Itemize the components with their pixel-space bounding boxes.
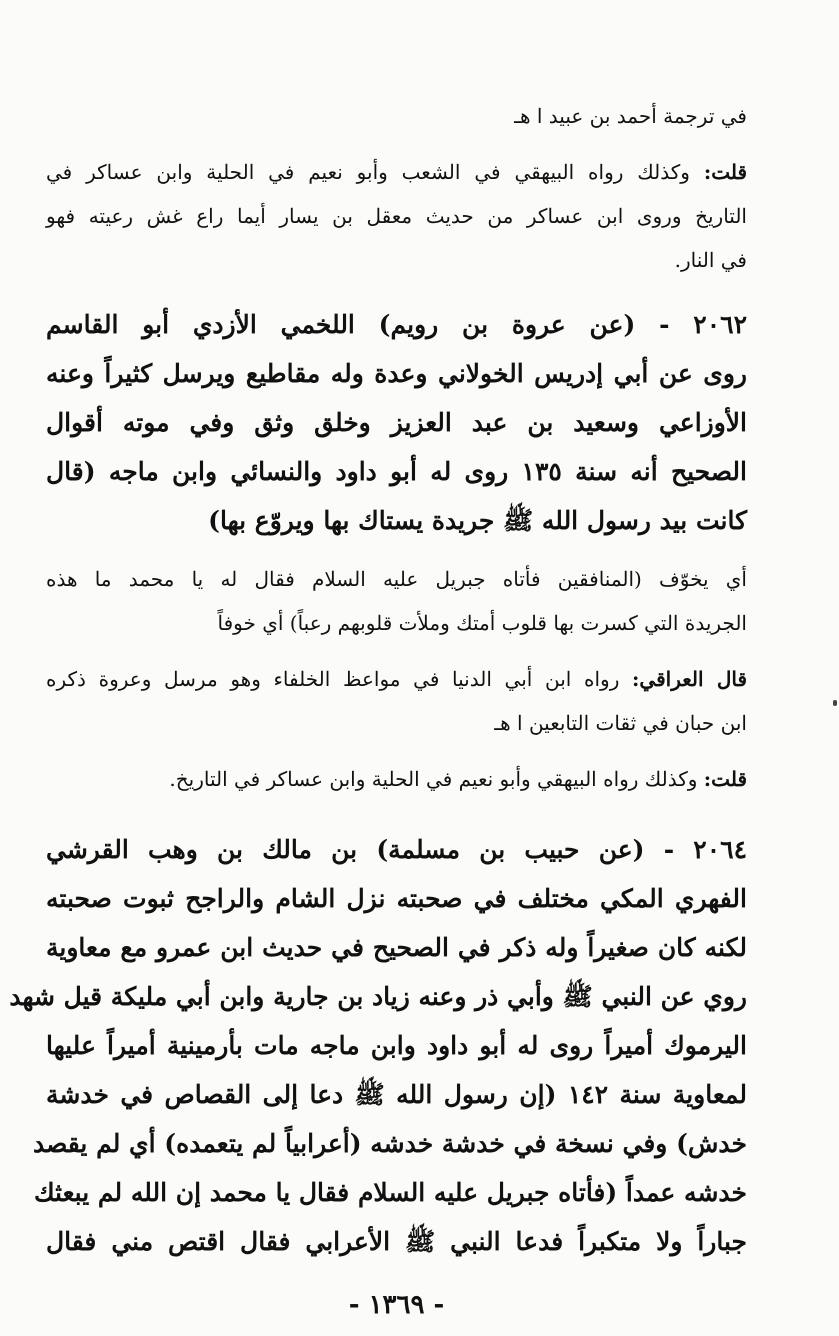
text-line bbox=[46, 657, 747, 701]
text-line: الفهري المكي مختلف في صحبته نزل الشام والراجح ثبوت صحبته bbox=[46, 884, 747, 913]
text-line: الصحيح أنه سنة ١٣٥ روى له أبو داود والنسائي وابن ماجه (قال bbox=[46, 457, 747, 486]
text-line: خدشه عمداً (فأتاه جبريل عليه السلام فقال يا محمد إن الله لم يبعثك bbox=[33, 1178, 747, 1207]
text-line bbox=[46, 150, 747, 194]
text-line: الأوزاعي وسعيد بن عبد العزيز وخلق وثق وفي موته أقوال bbox=[46, 408, 747, 437]
text-line: روي عن النبي ﷺ وأبي ذر وعنه زياد بن جارية وابن أبي مليكة قيل شهد bbox=[9, 982, 747, 1011]
text-line bbox=[46, 757, 747, 801]
qult-label: قلت: bbox=[703, 767, 747, 791]
qult-label: قلت: bbox=[703, 160, 748, 184]
text-line: روى عن أبي إدريس الخولاني وعدة وله مقاطيع ويرسل كثيراً وعنه bbox=[46, 359, 747, 388]
text-line: خدش) وفي نسخة في خدشة خدشه (أعرابياً لم يتعمده) أي لم يقصد bbox=[32, 1129, 747, 1158]
text-line: في النار. bbox=[674, 248, 747, 272]
scan-speck bbox=[833, 700, 837, 706]
paragraph-qult-2 bbox=[46, 757, 747, 801]
entry-heading-line: ٢٠٦٤ - (عن حبيب بن مسلمة) بن مالك بن وهب القرشي bbox=[46, 835, 747, 864]
text-span: وكذلك رواه البيهقي في الشعب وأبو نعيم في الحلية وابن عساكر في bbox=[46, 160, 690, 184]
paragraph-qult-1 bbox=[46, 150, 747, 282]
text-line: اليرموك أميراً روى له أبو داود وابن ماجه مات بأرمينية أميراً عليها bbox=[46, 1031, 747, 1060]
text-line: لمعاوية سنة ١٤٢ (إن رسول الله ﷺ دعا إلى القصاص في خدشة bbox=[46, 1080, 747, 1109]
text-line: كانت بيد رسول الله ﷺ جريدة يستاك بها ويروّع بها) bbox=[208, 506, 747, 535]
hadith-entry-2064 bbox=[9, 825, 747, 1266]
page-number: - ١٣٦٩ - bbox=[348, 1290, 445, 1320]
paragraph-continuation bbox=[46, 94, 747, 138]
text-line: أي يخوّف (المنافقين فأتاه جبريل عليه السلام فقال له يا محمد ما هذه bbox=[46, 567, 747, 591]
text-line: ابن حبان في ثقات التابعين ا هـ bbox=[494, 711, 747, 735]
hadith-entry-2062 bbox=[46, 300, 747, 545]
text-line: الجريدة التي كسرت بها قلوب أمتك وملأت قلوبهم رعباً) أي خوفاً bbox=[217, 611, 747, 635]
text-line: في ترجمة أحمد بن عبيد ا هـ bbox=[514, 104, 747, 128]
commentary-paragraph bbox=[46, 557, 747, 645]
text-line: جباراً ولا متكبراً فدعا النبي ﷺ الأعرابي فقال اقتص مني فقال bbox=[46, 1227, 747, 1256]
text-line: لكنه كان صغيراً وله ذكر في الصحيح في حديث ابن عمرو مع معاوية bbox=[46, 933, 747, 962]
iraqi-label: قال العراقي: bbox=[632, 667, 748, 691]
text-span: وكذلك رواه البيهقي وأبو نعيم في الحلية وابن عساكر في التاريخ. bbox=[169, 767, 698, 791]
text-line: التاريخ وروى ابن عساكر من حديث معقل بن يسار أيما راع غش رعيته فهو bbox=[46, 204, 747, 228]
entry-heading-line: ٢٠٦٢ - (عن عروة بن رويم) اللخمي الأزدي أبو القاسم bbox=[46, 310, 747, 339]
paragraph-iraqi bbox=[46, 657, 747, 745]
text-span: رواه ابن أبي الدنيا في مواعظ الخلفاء وهو مرسل وعروة ذكره bbox=[46, 667, 620, 691]
